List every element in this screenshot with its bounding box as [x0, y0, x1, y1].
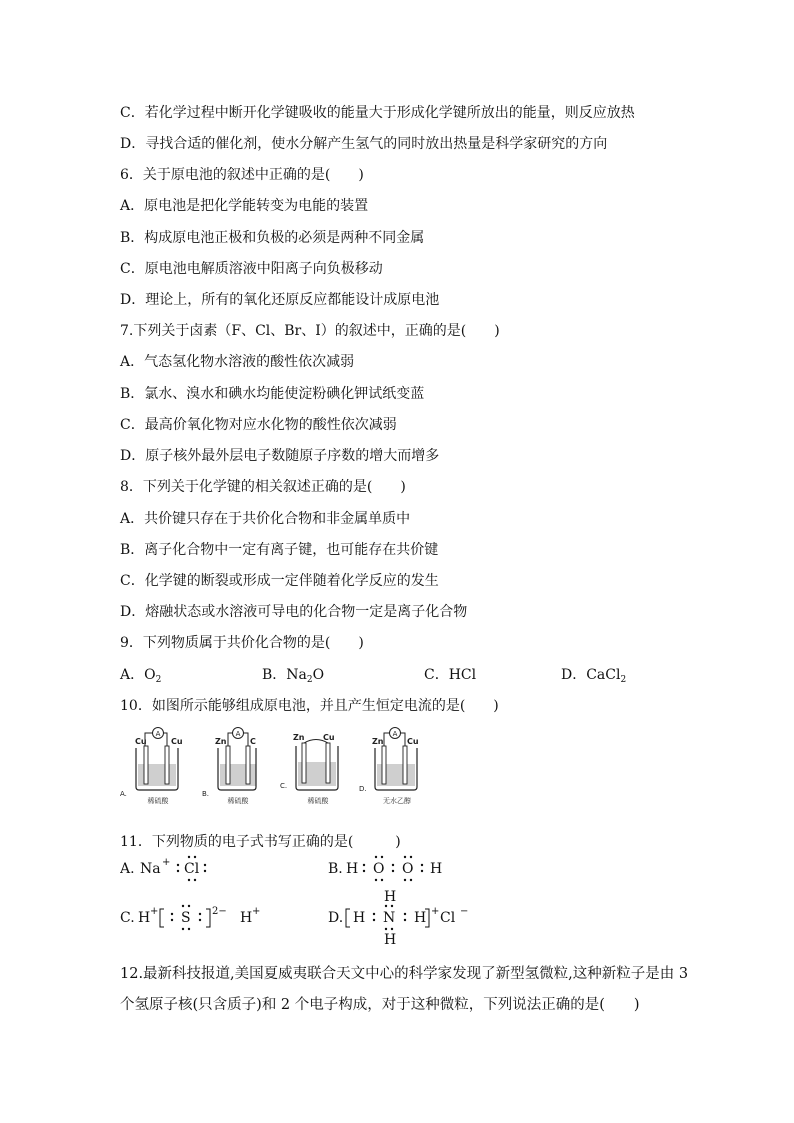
hydrogen-symbol: H [138, 910, 151, 926]
hydrogen-symbol: H [384, 889, 397, 905]
q7-option-d: D．原子核外最外层电子数随原子序数的增大而增多 [120, 448, 440, 464]
q8-stem: 8．下列关于化学键的相关叙述正确的是( ) [120, 479, 406, 495]
galvanic-cell-a [118, 724, 198, 812]
electrode-left [382, 746, 386, 784]
q6-option-a: A．原电池是把化学能转变为电能的装置 [120, 198, 369, 214]
cell-letter: D. [359, 785, 367, 793]
q9-option-b: B．$Na_2O$ [262, 667, 325, 685]
option-label: B. [328, 861, 343, 877]
left-electrode-label: Zn [293, 733, 305, 742]
q9-stem: 9．下列物质属于共价化合物的是( ) [120, 635, 364, 651]
charge: 2− [212, 906, 227, 917]
cell-letter: C. [280, 782, 288, 790]
q11-option-b [328, 852, 458, 886]
chloride-symbol: Cl [440, 910, 456, 926]
sulfur-symbol: S [181, 910, 191, 926]
bracket-left [346, 909, 350, 927]
solution [220, 764, 256, 786]
q7-option-a: A．气态氢化物水溶液的酸性依次减弱 [120, 354, 355, 370]
bracket-left [160, 909, 164, 927]
q7-option-b: B．氯水、溴水和碘水均能使淀粉碘化钾试纸变蓝 [120, 386, 425, 402]
q9-option-c: C．HCl [424, 667, 477, 683]
electrode-right [246, 746, 250, 784]
q5-option-c: C．若化学过程中断开化学键吸收的能量大于形成化学键所放出的能量，则反应放热 [120, 105, 635, 121]
nitrogen-symbol: N [383, 910, 396, 926]
electrode-right [326, 743, 330, 783]
solution-label: 稀硫酸 [147, 797, 169, 805]
electrode-right [403, 746, 407, 784]
q12-stem-line2: 个氢原子核(只含质子)和 2 个电子构成，对于这种微粒，下列说法正确的是( ) [120, 997, 640, 1013]
solution-label: 稀硫酸 [227, 797, 249, 805]
electron-dots [363, 856, 423, 881]
option-label: D. [328, 910, 344, 926]
q6-option-d: D．理论上，所有的氧化还原反应都能设计成原电池 [120, 292, 440, 308]
solution-label: 无水乙醇 [383, 797, 411, 805]
q11-option-d [328, 884, 478, 950]
q5-option-d: D．寻找合适的催化剂，使水分解产生氢气的同时放出热量是科学家研究的方向 [120, 136, 608, 152]
oxygen-symbol: O [402, 861, 414, 877]
charge: + [150, 906, 159, 917]
hydrogen-symbol: H [346, 861, 359, 877]
solution-label: 稀硫酸 [307, 797, 329, 805]
q10-stem: 10．如图所示能够组成原电池，并且产生恒定电流的是( ) [120, 698, 499, 714]
charge: + [431, 906, 440, 917]
option-label: C. [120, 910, 135, 926]
galvanic-cell-d [357, 724, 437, 812]
electrode-left [302, 743, 306, 783]
right-electrode-label: Cu [323, 733, 335, 742]
hydrogen-symbol: H [353, 910, 366, 926]
ammeter-label: A [235, 730, 241, 738]
q9-option-a: A．$O_2$ [120, 667, 162, 685]
galvanic-cell-c [278, 724, 358, 812]
q11-option-a [120, 852, 240, 886]
q7-stem: 7.下列关于卤素（F、Cl、Br、I）的叙述中，正确的是( ) [120, 323, 500, 339]
charge: + [162, 857, 171, 868]
right-electrode-label: Cu [407, 737, 419, 746]
right-electrode-label: Cu [171, 737, 183, 746]
bracket-right [206, 909, 210, 927]
hydrogen-symbol: H [414, 910, 427, 926]
electrode-left [226, 746, 230, 784]
hydrogen-symbol: H [430, 861, 443, 877]
q8-option-d: D．熔融状态或水溶液可导电的化合物一定是离子化合物 [120, 604, 468, 620]
q9-option-d: D．CaCl$_2$ [561, 667, 627, 685]
q11-stem: 11．下列物质的电子式书写正确的是( ) [120, 834, 401, 850]
electrode-left [144, 746, 148, 784]
q6-option-b: B．构成原电池正极和负极的必须是两种不同金属 [120, 230, 425, 246]
q11-option-c [120, 901, 280, 935]
charge: − [460, 906, 469, 917]
option-label: A. [120, 861, 135, 877]
ammeter-label: A [392, 730, 398, 738]
q6-option-c: C．原电池电解质溶液中阳离子向负极移动 [120, 261, 383, 277]
q8-option-b: B．离子化合物中一定有离子键，也可能存在共价键 [120, 542, 439, 558]
cell-letter: B. [202, 790, 210, 798]
right-electrode-label: C [250, 737, 256, 746]
left-electrode-label: Zn [372, 737, 384, 746]
charge: + [252, 906, 261, 917]
q6-stem: 6．关于原电池的叙述中正确的是( ) [120, 167, 364, 183]
cell-letter: A. [120, 790, 127, 798]
galvanic-cell-b [198, 724, 278, 812]
ammeter-label: A [155, 730, 161, 738]
hydrogen-symbol: H [384, 932, 397, 948]
oxygen-symbol: O [373, 861, 385, 877]
electrode-right [165, 746, 169, 784]
q8-option-a: A．共价键只存在于共价化合物和非金属单质中 [120, 511, 411, 527]
hydrogen-symbol: H [240, 910, 253, 926]
q7-option-c: C．最高价氧化物对应水化物的酸性依次减弱 [120, 417, 397, 433]
q8-option-c: C．化学键的断裂或形成一定伴随着化学反应的发生 [120, 573, 439, 589]
q12-stem-line1: 12.最新科技报道,美国夏威夷联合天文中心的科学家发现了新型氢微粒,这种新粒子是由 3 [120, 966, 689, 982]
chlorine-symbol: Cl [184, 861, 200, 877]
sodium-symbol: Na [140, 861, 161, 877]
left-electrode-label: Zn [215, 737, 227, 746]
left-electrode-label: Cu [135, 737, 147, 746]
